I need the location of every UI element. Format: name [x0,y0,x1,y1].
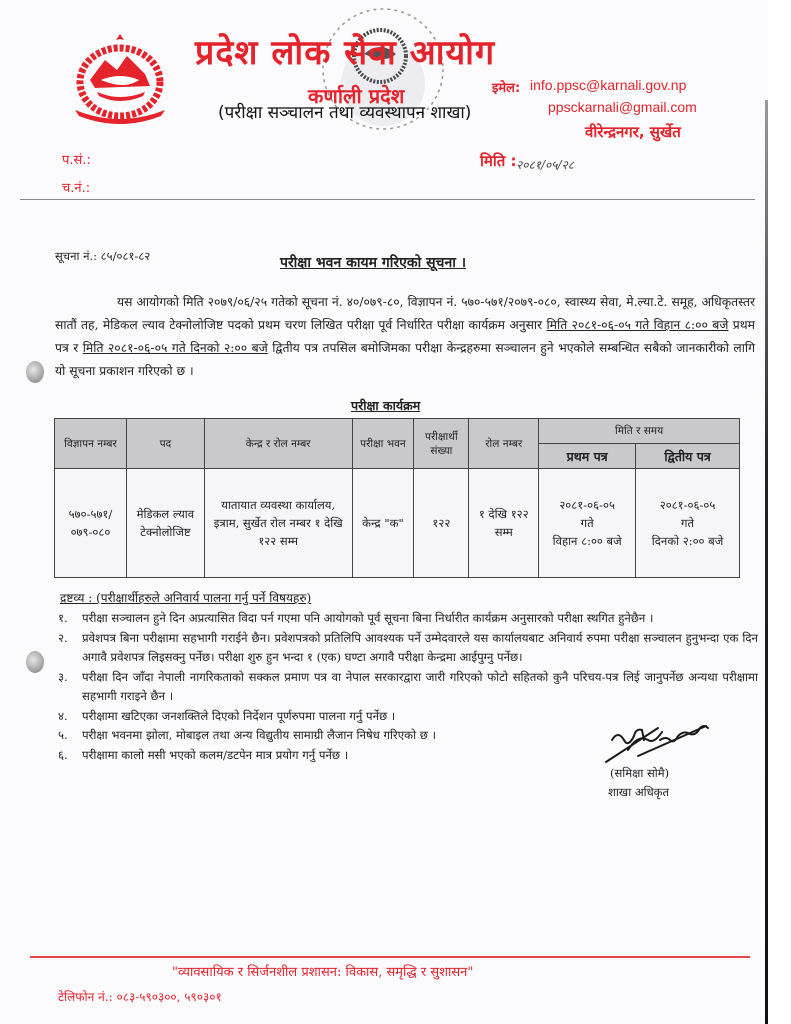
organization-title: प्रदेश लोक सेवा आयोग [195,33,496,73]
notice-title: परीक्षा भवन कायम गरिएको सूचना । [280,255,467,271]
email-primary: info.ppsc@karnali.gov.np [530,77,687,93]
footer-divider [30,956,750,958]
nepal-emblem-icon [65,30,175,125]
table-row [55,469,740,578]
second-paper-date: २०८१-०६-०५ [659,498,716,512]
office-location: वीरेन्द्रनगर, सुर्खेत [585,123,681,141]
cell-ad-number: ५७०-५७१/ ०७९-०८० [55,469,127,578]
col-first-paper: प्रथम पत्र [539,444,636,469]
punch-hole [26,651,44,673]
first-paper-schedule: मिति २०८१-०६-०५ गते विहान ८:०० बजे [546,318,729,332]
notes-heading: द्रष्टव्य : (परीक्षार्थीहरुले अनिवार्य पालना गर्नु पर्ने विषयहरु) [60,591,312,605]
note-number: ५. [58,728,68,742]
col-roll-number: रोल नम्बर [469,419,539,469]
cell-candidates: १२२ [414,469,469,578]
second-paper-schedule: मिति २०८१-०६-०५ गते दिनको २:०० बजे [82,341,268,355]
notice-body [55,291,755,383]
dispatch-number-label: च.नं.: [62,181,91,196]
cell-roll-number: १ देखि १२२ सम्म [469,469,539,578]
cell-post: मेडिकल ल्याव टेक्नोलोजिष्ट [126,469,204,578]
schedule-title: परीक्षा कार्यक्रम [351,398,421,413]
body-text: द्वितीय पत्र तपसिल बमोजिमका परीक्षा केन्द्रहरुमा सञ्चालन हुने भएकोले सम्बन्धित सबैको जानकारीको लागि यो सूचना प्रकाशन गरिएको छ । [55,341,755,378]
note-text: प्रवेशपत्र बिना परीक्षामा सहभागी गराईने छैन। प्रवेशपत्रको प्रतिलिपि आवश्यक पर्ने उम्मेदवारले यस कार्यालयबाट अनिवार्य रुपमा परीक्षा सञ्चालन हुनुभन्दा एक दिन अगावै प्रवेशपत्र लिइसक्नु पर्नेछ। परीक्षा शुरु हुन भन्दा १ (एक) घण्टा अगावै परीक्षा केन्द्रमा आईपुग्नु पर्नेछ। [82,630,758,664]
punch-hole [26,361,44,383]
note-number: ४. [58,708,68,723]
first-paper-gate: गते [580,516,594,530]
note-number: १. [58,611,68,625]
footer-motto: "व्यावसायिक र सिर्जनशील प्रशासन: विकास, समृद्धि र सुशासन" [172,965,474,980]
province-name: कर्णाली प्रदेश [308,84,405,108]
page-margin [768,0,791,1024]
note-number: २. [58,630,68,645]
page-edge [765,100,768,1024]
col-date-time: मिति र समय [539,419,740,444]
note-number: ३. [58,669,68,684]
note-text: परीक्षामा खटिएका जनशक्तिले दिएको निर्देशन पूर्णरुपमा पालना गर्नु पर्नेछ । [82,708,396,723]
branch-name: (परीक्षा सञ्चालन तथा व्यवस्थापन शाखा) [218,103,472,123]
header-divider [20,199,755,200]
col-candidates: परीक्षार्थी संख्या [414,419,469,469]
col-exam-hall: परीक्षा भवन [352,419,414,469]
col-ad-number: विज्ञापन नम्बर [55,419,127,469]
note-text: परीक्षा सञ्चालन हुने दिन अप्रत्यासित विदा पर्न गएमा पनि आयोगको पूर्व सूचना बिना निर्धारीत कार्यक्रम अनुसारको परीक्षा स्थगित हुनेछैन । [82,611,654,625]
signatory-name: (समिक्षा सोमै) [610,766,670,780]
list-item [58,609,758,629]
signatory-title: शाखा अधिकृत [608,785,670,799]
list-item [58,629,758,668]
body-text: यस आयोगको मिति २०७९/०६/२५ गतेको सूचना नं. ४०/०७९-८०, विज्ञापन नं. ५७०-५७१/२०७९-०८०, स्वास्थ्य सेवा, मे.ल्या.टे. समूह, अधिकृतस्तर सातौं तह, मेडिकल ल्याव टेक्नोलोजिष्ट पदको प्रथम चरण लिखित परीक्षा पूर्व निर्धारित परीक्षा कार्यक्रम अनुसार [55,295,755,332]
first-paper-date: २०८१-०६-०५ [559,498,615,512]
cell-first-paper [539,469,636,578]
col-center-roll: केन्द्र र रोल नम्बर [204,419,352,469]
second-paper-time: दिनको २:०० बजे [651,534,724,548]
col-post: पद [126,419,204,469]
cell-exam-hall: केन्द्र "क" [352,469,414,578]
body-text: प्रथम पत्र र [55,318,755,355]
date-value: २०८१/०५/२८ [516,158,575,172]
note-text: परीक्षामा कालो मसी भएको कलम/डटपेन मात्र प्रयोग गर्नु पर्नेछ । [82,747,349,762]
second-paper-gate: गते [681,516,695,530]
note-text: परीक्षा दिन जाँदा नेपाली नागरिकताको सक्कल प्रमाण पत्र वा नेपाल सरकारद्वारा जारी गरिएको फोटो सहितको कुनै परिचय-पत्र लिई जानुपर्नेछ अन्यथा परीक्षामा सहभागी गराइने छैन । [82,669,758,703]
note-number: ६. [58,747,68,762]
col-second-paper: द्वितीय पत्र [636,444,740,469]
exam-schedule-table [54,418,740,578]
footer-phone: टेलिफोन नं.: ०८३-५९०३००, ५९०३०१ [58,990,222,1004]
list-item [58,668,758,707]
table-header-row [55,419,740,444]
date-label: मिति : [480,152,517,170]
first-paper-time: विहान ८:०० बजे [552,534,622,548]
signature-icon [598,710,728,770]
cell-center-roll: यातायात व्यवस्था कार्यालय, इत्राम, सुर्खेत रोल नम्बर १ देखि १२२ सम्म [204,469,352,578]
notice-number: सूचना नं.: ८५/०८१-८२ [55,249,151,263]
email-label: इमेल: [492,81,521,96]
reference-number-label: प.सं.: [62,153,91,168]
note-text: परीक्षा भवनमा झोला, मोबाइल तथा अन्य विद्युतीय सामाग्री लैजान निषेध गरिएको छ । [82,728,436,742]
email-secondary: ppsckarnali@gmail.com [548,99,697,115]
cell-second-paper [636,469,740,578]
